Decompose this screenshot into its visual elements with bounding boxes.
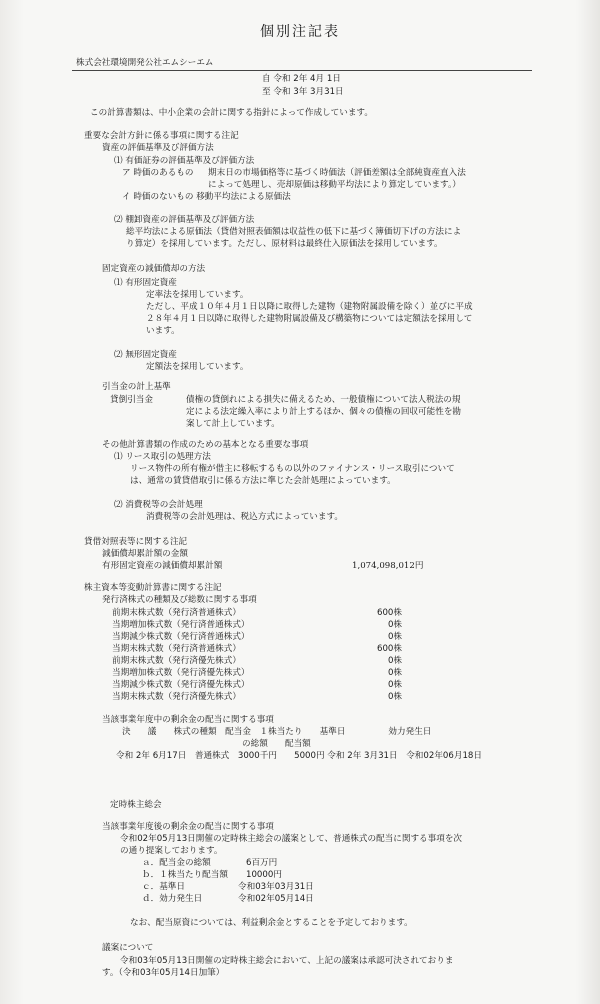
proposal-item-value: 令和03年03月31日 <box>238 882 314 892</box>
inventory-line-2: り算定）を採用しています。ただし、原材料は最終仕入原価法を採用しています。 <box>126 239 443 249</box>
proposal-item-label: ｂ．１株当たり配当額 <box>142 870 228 880</box>
consumption-tax-line-1: 消費税等の会計処理は、税込方式によっています。 <box>146 512 343 522</box>
section-heading-accounting-policies: 重要な会計方針に係る事項に関する注記 <box>84 131 239 141</box>
allowance-label: 貸倒引当金 <box>110 395 153 405</box>
other-matters-heading: その他計算書類の作成のための基本となる重要な事項 <box>102 440 309 450</box>
agenda-line-1: 令和03年05月13日開催の定時株主総会において、上記の議案は承認可決されておりま <box>120 956 454 966</box>
shares-row-label: 前期末株式数（発行済優先株式） <box>112 656 241 666</box>
shares-row-value: 0株 <box>387 692 402 702</box>
shares-row-value: 0株 <box>387 668 402 678</box>
consumption-tax-label: ⑵ 消費税等の会計処理 <box>114 500 203 510</box>
shares-row-value: 0株 <box>387 632 402 642</box>
inventory-line-1: 総平均法による原価法（貸借対照表価額は収益性の低下に基づく簿価切下げの方法によ <box>126 227 462 237</box>
securities-label: ⑴ 有価証券の評価基準及び評価方法 <box>114 156 255 166</box>
shares-row-label: 当期末株式数（発行済普通株式） <box>112 644 241 654</box>
accum-depreciation-label: 有形固定資産の減価償却累計額 <box>102 561 223 571</box>
shares-sub-heading: 発行済株式の種類及び総数に関する事項 <box>102 595 257 605</box>
proposal-item-value: 令和02年05月14日 <box>238 894 314 904</box>
lease-label: ⑴ リース取引の処理方法 <box>114 452 211 462</box>
inventory-label: ⑵ 棚卸資産の評価基準及び評価方法 <box>114 215 255 225</box>
shares-row-label: 当期減少株式数（発行済普通株式） <box>112 632 250 642</box>
proposal-item-value: 10000円 <box>246 870 282 880</box>
agenda-heading: 議案について <box>102 943 154 953</box>
intangible-assets-label: ⑵ 無形固定資産 <box>114 350 177 360</box>
lease-line-1: リース物件の所有権が借主に移転するもの以外のファイナンス・リース取引について <box>130 464 455 474</box>
shares-row-value: 600株 <box>377 644 402 654</box>
tangible-line-1: 定率法を採用しています。 <box>146 290 249 300</box>
shares-row-label: 当期末株式数（発行済優先株式） <box>112 692 241 702</box>
intro-text: この計算書類は、中小企業の会計に関する指針によって作成しています。 <box>90 108 373 118</box>
proposal-item-label: ｄ．効力発生日 <box>142 894 203 904</box>
allowance-line-1: 債権の貸倒れによる損失に備えるため、一般債権について法人税法の規 <box>186 395 461 405</box>
post-period-line-2: の通り提案しております。 <box>120 846 223 856</box>
dividend-heading: 当該事業年度中の剰余金の配当に関する事項 <box>102 715 274 725</box>
shares-row-label: 前期末株式数（発行済普通株式） <box>112 608 241 618</box>
allowance-line-3: 案して計上しています。 <box>186 419 280 429</box>
post-period-dividend-heading: 当該事業年度後の剰余金の配当に関する事項 <box>102 822 274 832</box>
shares-row-value: 0株 <box>387 680 402 690</box>
proposal-item-value: 6百万円 <box>246 858 278 868</box>
lease-line-2: は、通常の賃貸借取引に係る方法に準じた会計処理によっています。 <box>130 476 396 486</box>
securities-a-line-2: によって処理し、売却原価は移動平均法により算定しています。） <box>208 180 461 190</box>
dividend-table-row: 令和 2年 6月17日 普通株式 3000千円 5000円 令和 2年 3月31日 令和02年06月18日 <box>116 751 482 761</box>
allowance-heading: 引当金の計上基準 <box>102 382 171 392</box>
section-heading-balance-sheet: 貸借対照表等に関する注記 <box>84 537 188 547</box>
tangible-line-2: ただし、平成１０年４月１日以降に取得した建物（建物附属設備を除く）並びに平成 <box>146 302 473 312</box>
shareholders-meeting-label: 定時株主総会 <box>110 800 162 810</box>
title-rule <box>72 70 532 71</box>
agenda-line-2: す。（令和03年05月14日加筆） <box>102 968 225 978</box>
dividend-table-header: 決 議 株式の種類 配当金 １株当たり 基準日 効力発生日 <box>122 727 432 737</box>
page-title: 個別注記表 <box>260 24 340 40</box>
period-from: 自 令和 2年 4月 1日 <box>262 74 341 84</box>
tangible-assets-label: ⑴ 有形固定資産 <box>114 278 177 288</box>
proposal-item-label: ａ．配当金の総額 <box>142 858 211 868</box>
asset-eval-heading: 資産の評価基準及び評価方法 <box>102 143 214 153</box>
shares-row-label: 当期増加株式数（発行済優先株式） <box>112 668 250 678</box>
dividend-table-header-sub: の総額 配当額 <box>242 739 311 749</box>
accum-depreciation-sub: 減価償却累計額の金額 <box>102 549 188 559</box>
accum-depreciation-amount: 1,074,098,012円 <box>352 561 424 571</box>
securities-b: イ 時価のないもの 移動平均法による原価法 <box>122 192 291 202</box>
dividend-source-note: なお、配当原資については、利益剰余金とすることを予定しております。 <box>130 918 413 928</box>
securities-a-label: ア 時価のあるもの <box>122 168 194 178</box>
shares-row-value: 0株 <box>387 656 402 666</box>
securities-a-line-1: 期末日の市場価格等に基づく時価法（評価差額は全部純資産直入法 <box>208 168 466 178</box>
shares-row-label: 当期減少株式数（発行済優先株式） <box>112 680 250 690</box>
proposal-item-label: ｃ．基準日 <box>142 882 185 892</box>
post-period-line-1: 令和02年05月13日開催の定時株主総会の議案として、普通株式の配当に関する事項を次 <box>120 834 463 844</box>
depreciation-heading: 固定資産の減価償却の方法 <box>102 264 206 274</box>
allowance-line-2: 定による法定繰入率により計上するほか、個々の債権の回収可能性を勘 <box>186 407 462 417</box>
period-to: 至 令和 3年 3月31日 <box>262 87 344 97</box>
tangible-line-4: います。 <box>146 326 180 336</box>
tangible-line-3: ２８年４月１日以降に取得した建物附属設備及び構築物については定額法を採用して <box>146 314 473 324</box>
shares-row-value: 0株 <box>387 620 402 630</box>
company-name: 株式会社環境開発公社エムシーエム <box>76 58 214 68</box>
intangible-line-1: 定額法を採用しています。 <box>146 362 249 372</box>
section-heading-equity-changes: 株主資本等変動計算書に関する注記 <box>84 583 222 593</box>
shares-row-label: 当期増加株式数（発行済普通株式） <box>112 620 250 630</box>
shares-row-value: 600株 <box>377 608 402 618</box>
